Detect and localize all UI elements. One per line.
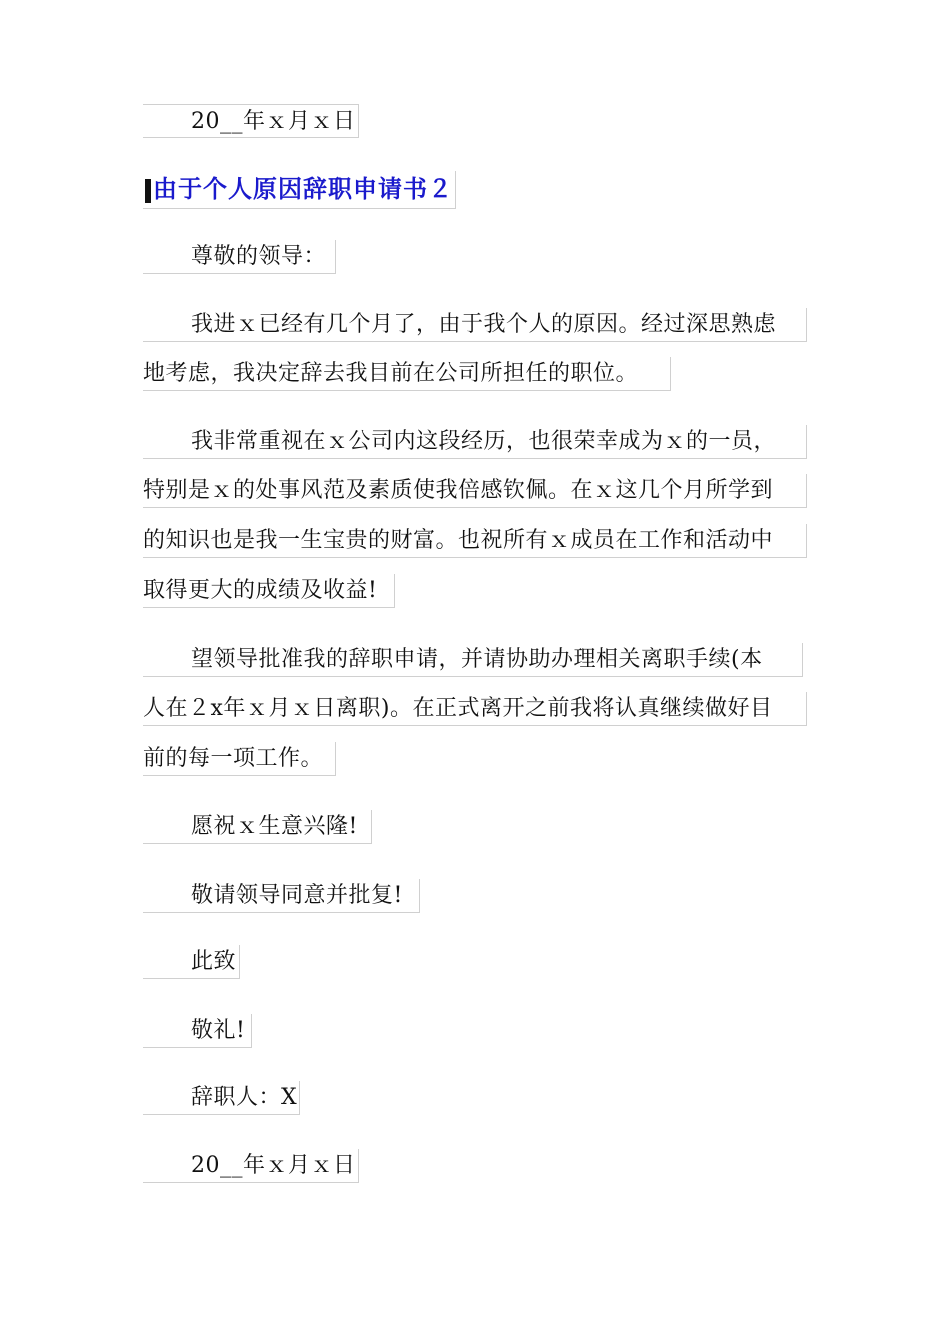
document-title: [143, 171, 456, 209]
closing-line-1: 此致: [143, 945, 240, 979]
paragraph-2-line-2: 特别是ｘ的处事风范及素质使我倍感钦佩。在ｘ这几个月所学到: [143, 474, 807, 508]
paragraph-2-line-4: 取得更大的成绩及收益!: [143, 574, 395, 608]
paragraph-3-line-1: 望领导批准我的辞职申请，并请协助办理相关离职手续(本: [143, 643, 803, 677]
salutation: 尊敬的领导：: [143, 240, 336, 274]
signer-line: 辞职人：X: [143, 1081, 300, 1115]
paragraph-1-line-1: 我进ｘ已经有几个月了，由于我个人的原因。经过深思熟虑: [143, 308, 807, 342]
request-line: 敬请领导同意并批复!: [143, 879, 420, 913]
paragraph-3-line-2: 人在２x年ｘ月ｘ日离职)。在正式离开之前我将认真继续做好目: [143, 692, 807, 726]
title-text: 由于个人原因辞职申请书２: [153, 174, 453, 203]
date-line-top: 20__年ｘ月ｘ日: [143, 104, 359, 138]
closing-line-2: 敬礼!: [143, 1014, 252, 1048]
wish-line: 愿祝ｘ生意兴隆!: [143, 810, 372, 844]
paragraph-2-line-1: 我非常重视在ｘ公司内这段经历，也很荣幸成为ｘ的一员，: [143, 425, 807, 459]
date-line-bottom: 20__年ｘ月ｘ日: [143, 1149, 359, 1183]
paragraph-1-line-2: 地考虑，我决定辞去我目前在公司所担任的职位。: [143, 357, 671, 391]
title-marker: [145, 179, 151, 203]
paragraph-3-line-3: 前的每一项工作。: [143, 742, 336, 776]
paragraph-2-line-3: 的知识也是我一生宝贵的财富。也祝所有ｘ成员在工作和活动中: [143, 524, 807, 558]
